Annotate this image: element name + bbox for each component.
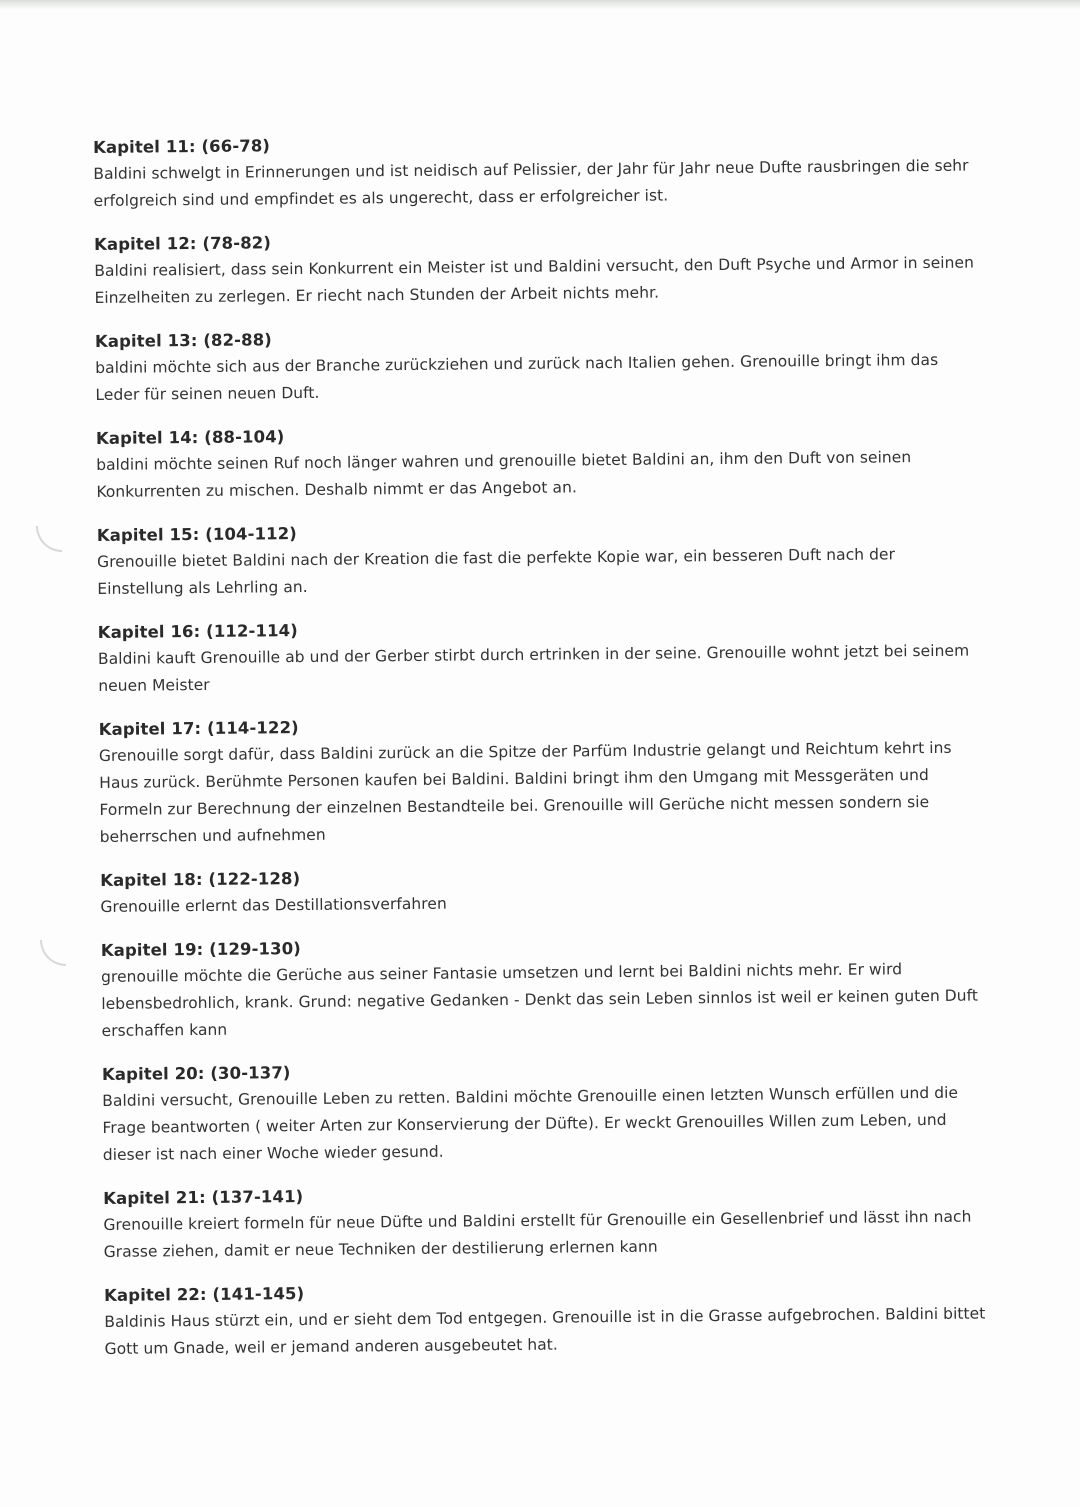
chapter-entry (103, 1179, 989, 1265)
chapter-entry (104, 1276, 990, 1362)
chapter-entry (98, 613, 984, 699)
chapter-entry (100, 861, 985, 920)
chapter-entry (101, 931, 987, 1044)
chapter-summary: Grenouille bietet Baldini nach der Kreation die fast die perfekte Kopie war, ein besseren Duft nach der Einstellung als Lehrling an. (96, 545, 896, 598)
chapter-title: Kapitel 19: (129-130) (100, 939, 301, 960)
chapter-summary: Grenouille kreiert formeln für neue Düfte und Baldini erstellt für Grenouille ein Gesellenbrief und lässt ihn nach Grasse ziehen, damit er neue Techniken der destilierung erlernen kann (103, 1207, 972, 1261)
chapter-summary: grenouille möchte die Gerüche aus seiner Fantasie umsetzen und lernt bei Baldini nichts mehr. Er wird lebensbedrohlich, krank. Grund: negative Gedanken - Denkt das sein Leben sinnlos ist weil er keinen guten Duft erschaffen kann (100, 960, 979, 1040)
chapter-title: Kapitel 17: (114-122) (98, 718, 299, 739)
chapter-title: Kapitel 22: (141-145) (104, 1284, 305, 1305)
chapter-summary: Grenouille erlernt das Destillationsverfahren (100, 894, 447, 916)
chapter-summary: Grenouille sorgt dafür, dass Baldini zurück an die Spitze der Parfüm Industrie gelangt und Reichtum kehrt ins Haus zurück. Berühmte Personen kaufen bei Baldini. Baldini bringt ihm den Umgang mit Messgeräten und Formeln zur Berechnung der einzelnen Bestandteile bei. Grenouille will Gerüche nicht messen sondern sie beherrschen und aufnehmen (98, 738, 952, 846)
chapter-title: Kapitel 21: (137-141) (103, 1187, 304, 1208)
chapter-summary-list (93, 129, 990, 1382)
chapter-summary: baldini möchte sich aus der Branche zurückziehen und zurück nach Italien gehen. Grenouille bringt ihm das Leder für seinen neuen Duft. (95, 350, 939, 404)
chapter-title: Kapitel 12: (78-82) (93, 233, 272, 254)
chapter-title: Kapitel 20: (30-137) (101, 1063, 291, 1084)
chapter-title: Kapitel 11: (66-78) (93, 136, 271, 157)
scan-edge-shadow (0, 0, 1080, 10)
chapter-summary: Baldinis Haus stürzt ein, und er sieht dem Tod entgegen. Grenouille ist in die Grasse aufgebrochen. Baldini bittet Gott um Gnade, weil er jemand anderen ausgebeutet hat. (104, 1304, 986, 1358)
chapter-entry (94, 226, 980, 312)
chapter-entry (95, 322, 981, 408)
punch-hole-mark (36, 526, 62, 552)
chapter-entry (99, 710, 985, 850)
chapter-summary: baldini möchte seinen Ruf noch länger wahren und grenouille bietet Baldini an, ihm den Duft von seinen Konkurrenten zu mischen. Deshalb nimmt er das Angebot an. (96, 448, 912, 501)
chapter-entry (102, 1055, 988, 1168)
punch-hole-mark (40, 940, 66, 966)
chapter-entry (93, 129, 979, 215)
chapter-summary: Baldini schwelgt in Erinnerungen und ist neidisch auf Pelissier, der Jahr für Jahr neue Dufte rausbringen die sehr erfolgreich sind und empfindet es als ungerecht, dass er erfolgreicher ist. (93, 156, 969, 210)
chapter-summary: Baldini realisiert, dass sein Konkurrent ein Meister ist und Baldini versucht, den Duft Psyche und Armor in seinen Einzelheiten zu zerlegen. Er riecht nach Stunden der Arbeit nichts mehr. (94, 253, 975, 307)
chapter-entry (96, 419, 982, 505)
chapter-title: Kapitel 16: (112-114) (97, 621, 298, 642)
chapter-title: Kapitel 18: (122-128) (100, 869, 301, 890)
chapter-entry (97, 516, 983, 602)
chapter-title: Kapitel 15: (104-112) (96, 524, 298, 545)
chapter-summary: Baldini versucht, Grenouille Leben zu retten. Baldini möchte Grenouille einen letzten Wunsch erfüllen und die Frage beantworten ( weiter Arten zur Konservierung der Düfte). Er weckt Grenouilles Willen zum Leben, und dieser ist nach einer Woche wieder gesund. (102, 1083, 959, 1164)
chapter-title: Kapitel 14: (88-104) (95, 427, 285, 448)
chapter-title: Kapitel 13: (82-88) (94, 330, 272, 351)
chapter-summary: Baldini kauft Grenouille ab und der Gerber stirbt durch ertrinken in der seine. Grenouille wohnt jetzt bei seinem neuen Meister (97, 641, 970, 695)
